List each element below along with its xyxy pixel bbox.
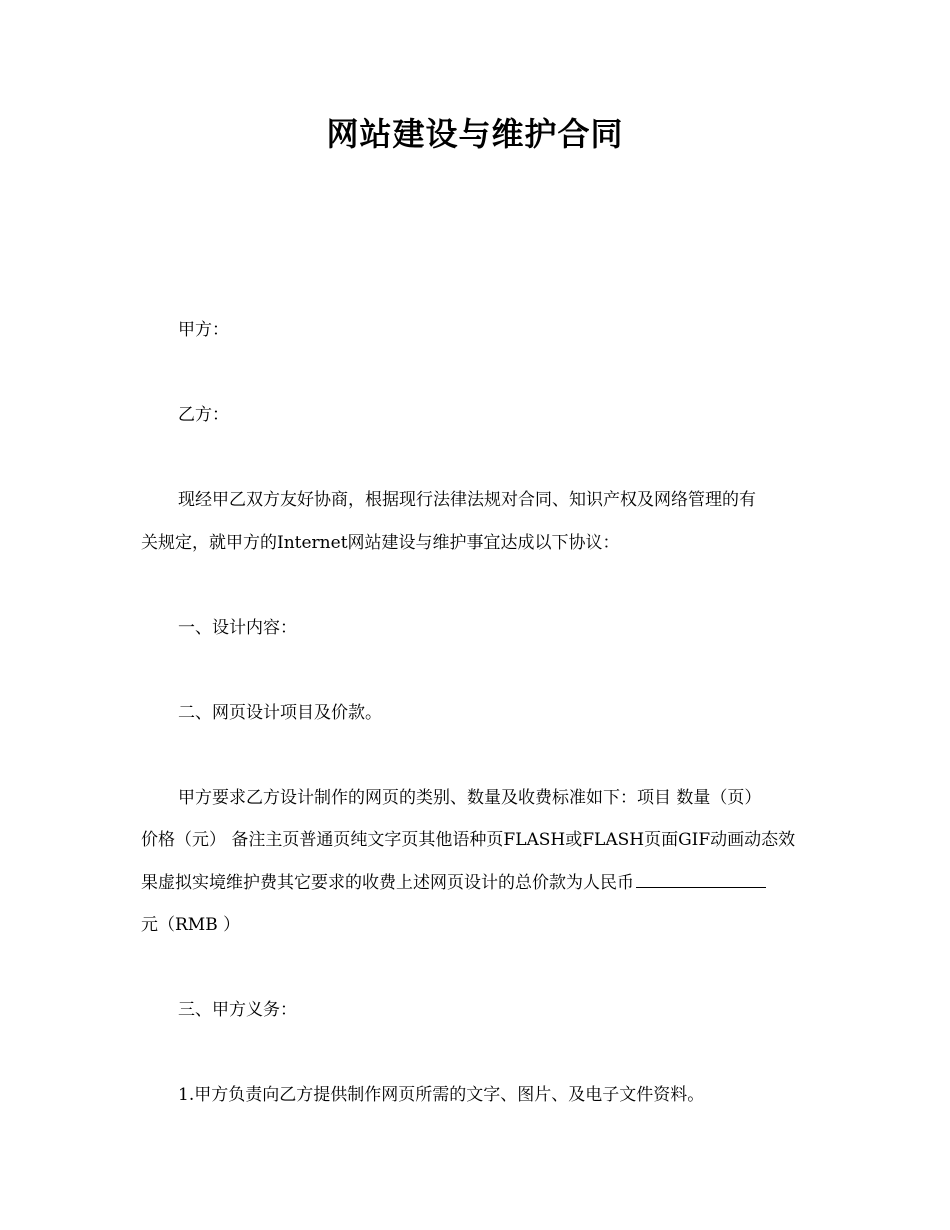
pricing-line-1: 甲方要求乙方设计制作的网页的类别、数量及收费标准如下：项目 数量（页） bbox=[178, 788, 762, 808]
document-title: 网站建设与维护合同 bbox=[326, 115, 624, 153]
party-b-label: 乙方： bbox=[178, 405, 229, 425]
party-a-label: 甲方： bbox=[178, 320, 229, 340]
section-1-heading: 一、设计内容： bbox=[178, 618, 297, 638]
section-3-heading: 三、甲方义务： bbox=[178, 1000, 297, 1020]
intro-line-2: 关规定，就甲方的Internet网站建设与维护事宜达成以下协议： bbox=[141, 533, 620, 553]
obligation-1: 1.甲方负责向乙方提供制作网页所需的文字、图片、及电子文件资料。 bbox=[178, 1085, 705, 1105]
amount-blank-line bbox=[636, 869, 766, 888]
pricing-line-4: 元（RMB ） bbox=[141, 915, 241, 935]
pricing-line-3-text: 果虚拟实境维护费其它要求的收费上述网页设计的总价款为人民币 bbox=[141, 873, 634, 893]
intro-line-1: 现经甲乙双方友好协商，根据现行法律法规对合同、知识产权及网络管理的有 bbox=[178, 490, 756, 510]
pricing-line-3 bbox=[141, 862, 813, 904]
section-2-heading: 二、网页设计项目及价款。 bbox=[178, 703, 382, 723]
pricing-line-2: 价格（元） 备注主页普通页纯文字页其他语种页FLASH或FLASH页面GIF动画动态效 bbox=[141, 830, 796, 850]
